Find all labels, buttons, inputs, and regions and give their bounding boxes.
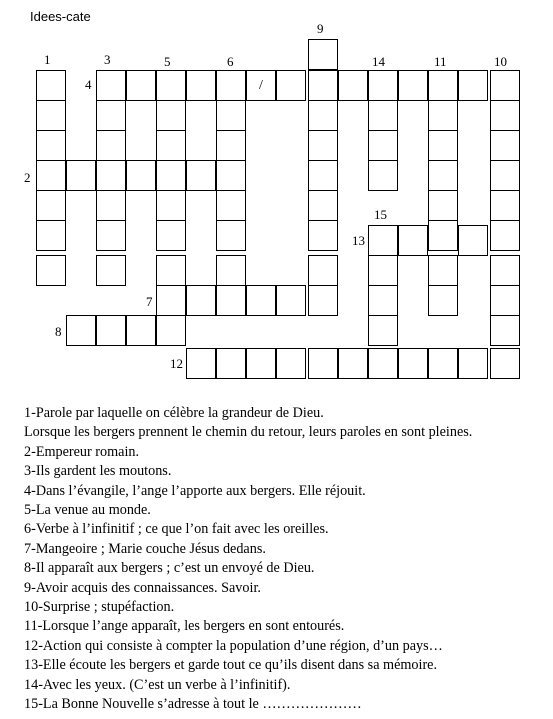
clue-item: 11-Lorsque l’ange apparaît, les bergers en sont entourés.	[24, 618, 345, 635]
grid-cell[interactable]	[428, 348, 458, 379]
clue-item: 8-Il apparaît aux bergers ; c’est un envoyé de Dieu.	[24, 560, 315, 577]
grid-cell[interactable]	[276, 285, 306, 316]
clue-item: 12-Action qui consiste à compter la population d’une région, d’un pays…	[24, 637, 443, 654]
grid-cell[interactable]	[96, 70, 126, 101]
grid-cell[interactable]	[96, 315, 126, 346]
grid-cell[interactable]	[216, 190, 246, 221]
clue-item: 2-Empereur romain.	[24, 443, 140, 460]
grid-cell[interactable]	[216, 100, 246, 131]
grid-cell[interactable]	[428, 130, 458, 161]
grid-cell[interactable]	[276, 348, 306, 379]
grid-cell[interactable]	[36, 160, 66, 191]
grid-cell[interactable]	[490, 160, 520, 191]
grid-number: 9	[317, 21, 324, 36]
grid-cell[interactable]	[398, 348, 428, 379]
grid-cell[interactable]	[186, 70, 216, 101]
grid-cell[interactable]	[156, 130, 186, 161]
grid-cell[interactable]	[308, 100, 338, 131]
grid-cell[interactable]	[216, 130, 246, 161]
grid-cell[interactable]	[368, 315, 398, 346]
grid-cell[interactable]	[490, 190, 520, 221]
clue-item: 4-Dans l’évangile, l’ange l’apporte aux bergers. Elle réjouit.	[24, 482, 366, 499]
grid-number: 7	[146, 294, 153, 309]
grid-cell[interactable]	[428, 100, 458, 131]
grid-cell[interactable]	[368, 70, 398, 101]
grid-cell[interactable]	[368, 348, 398, 379]
grid-cell[interactable]	[490, 220, 520, 251]
grid-cell[interactable]	[156, 70, 186, 101]
grid-cell[interactable]	[246, 70, 276, 101]
grid-cell[interactable]	[398, 70, 428, 101]
clue-item: 10-Surprise ; stupéfaction.	[24, 599, 175, 616]
grid-cell[interactable]	[368, 225, 398, 256]
clue-item: 13-Elle écoute les bergers et garde tout ce qu’ils disent dans sa mémoire.	[24, 657, 438, 674]
grid-cell[interactable]	[308, 285, 338, 316]
grid-cell[interactable]	[66, 315, 96, 346]
grid-cell[interactable]	[216, 70, 246, 101]
grid-cell[interactable]	[276, 70, 306, 101]
clue-item: 5-La venue au monde.	[24, 502, 151, 519]
grid-cell[interactable]	[126, 70, 156, 101]
clue-item: 6-Verbe à l’infinitif ; ce que l’on fait avec les oreilles.	[24, 521, 329, 538]
grid-cell[interactable]	[338, 348, 368, 379]
grid-cell[interactable]	[66, 160, 96, 191]
grid-number: 15	[374, 207, 387, 222]
grid-cell[interactable]	[490, 255, 520, 286]
grid-cell[interactable]	[36, 190, 66, 221]
grid-cell[interactable]	[308, 190, 338, 221]
grid-cell[interactable]	[96, 255, 126, 286]
grid-cell[interactable]	[216, 348, 246, 379]
grid-cell[interactable]	[308, 39, 338, 70]
grid-cell[interactable]	[96, 160, 126, 191]
grid-cell[interactable]	[156, 220, 186, 251]
document-title: Idees-cate	[30, 9, 91, 24]
grid-cell[interactable]	[126, 160, 156, 191]
grid-number: 4	[85, 77, 92, 92]
grid-cell[interactable]	[186, 160, 216, 191]
grid-number: 2	[24, 170, 31, 185]
grid-cell[interactable]	[490, 130, 520, 161]
clue-item: 7-Mangeoire ; Marie couche Jésus dedans.	[24, 540, 266, 557]
grid-cell[interactable]	[216, 160, 246, 191]
grid-cell[interactable]	[428, 70, 458, 101]
grid-cell[interactable]	[338, 70, 368, 101]
grid-cell[interactable]	[216, 285, 246, 316]
grid-cell[interactable]	[36, 100, 66, 131]
grid-cell[interactable]	[96, 220, 126, 251]
grid-cell[interactable]	[490, 100, 520, 131]
grid-cell[interactable]	[126, 315, 156, 346]
grid-cell[interactable]	[368, 130, 398, 161]
grid-cell[interactable]	[428, 255, 458, 286]
grid-cell[interactable]	[96, 190, 126, 221]
grid-cell[interactable]	[156, 255, 186, 286]
grid-cell[interactable]	[156, 285, 186, 316]
grid-cell[interactable]	[156, 190, 186, 221]
grid-number: 13	[352, 233, 365, 248]
grid-cell[interactable]	[368, 255, 398, 286]
grid-cell[interactable]	[96, 130, 126, 161]
grid-number: 14	[372, 54, 385, 69]
grid-cell[interactable]	[428, 285, 458, 316]
grid-cell[interactable]	[308, 70, 338, 101]
grid-number: 8	[55, 324, 62, 339]
grid-number: 5	[164, 54, 171, 69]
grid-cell[interactable]	[368, 100, 398, 131]
grid-cell[interactable]	[36, 220, 66, 251]
grid-cell[interactable]	[458, 348, 488, 379]
grid-cell[interactable]	[36, 130, 66, 161]
clues-list	[24, 404, 544, 715]
grid-cell[interactable]	[308, 160, 338, 191]
grid-cell[interactable]	[186, 348, 216, 379]
grid-cell[interactable]	[156, 100, 186, 131]
clue-item: 15-La Bonne Nouvelle s’adresse à tout le …………………	[24, 696, 362, 713]
grid-cell[interactable]	[156, 160, 186, 191]
grid-cell[interactable]	[36, 70, 66, 101]
grid-cell[interactable]	[490, 348, 520, 379]
grid-cell[interactable]	[308, 255, 338, 286]
grid-number: 12	[170, 356, 183, 371]
grid-number: 1	[44, 52, 51, 67]
grid-cell[interactable]	[96, 100, 126, 131]
grid-cell[interactable]	[428, 160, 458, 191]
grid-cell[interactable]	[308, 130, 338, 161]
grid-cell[interactable]	[490, 70, 520, 101]
slash-mark: /	[259, 78, 263, 93]
grid-number: 11	[434, 54, 447, 69]
grid-number: 3	[104, 52, 111, 67]
clue-item: 3-Ils gardent les moutons.	[24, 463, 172, 480]
grid-cell[interactable]	[186, 285, 216, 316]
grid-cell[interactable]	[36, 255, 66, 286]
grid-cell[interactable]	[308, 348, 338, 379]
clue-item: 14-Avec les yeux. (C’est un verbe à l’infinitif).	[24, 676, 291, 693]
grid-number: 10	[494, 54, 507, 69]
grid-cell[interactable]	[490, 315, 520, 346]
grid-cell[interactable]	[458, 225, 488, 256]
grid-cell[interactable]	[428, 190, 458, 221]
clue-item: 9-Avoir acquis des connaissances. Savoir.	[24, 579, 261, 596]
grid-cell[interactable]	[216, 220, 246, 251]
grid-cell[interactable]	[246, 285, 276, 316]
grid-cell[interactable]	[428, 220, 458, 251]
grid-cell[interactable]	[246, 348, 276, 379]
clue-item: 1-Parole par laquelle on célèbre la grandeur de Dieu.	[24, 405, 324, 421]
clue-item: Lorsque les bergers prennent le chemin du retour, leurs paroles en sont pleines.	[24, 424, 473, 441]
grid-cell[interactable]	[308, 220, 338, 251]
grid-cell[interactable]	[216, 255, 246, 286]
grid-cell[interactable]	[368, 285, 398, 316]
grid-number: 6	[227, 54, 234, 69]
grid-cell[interactable]	[368, 160, 398, 191]
grid-cell[interactable]	[490, 285, 520, 316]
grid-cell[interactable]	[398, 225, 428, 256]
grid-cell[interactable]	[156, 315, 186, 346]
grid-cell[interactable]	[458, 70, 488, 101]
